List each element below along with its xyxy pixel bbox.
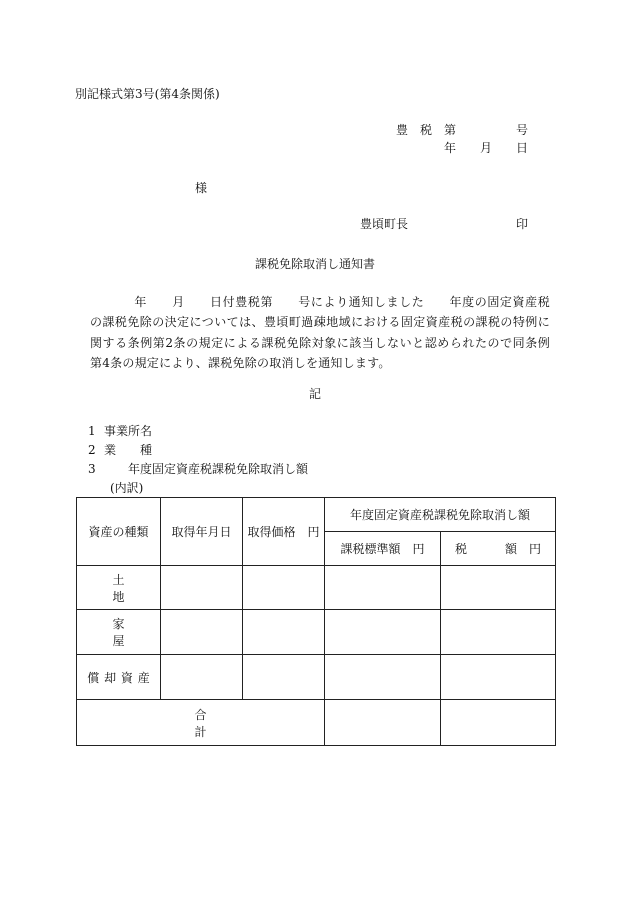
document-date: 年 月 日 (443, 141, 528, 155)
item-number: 1 (88, 424, 96, 438)
header-exemption-group: 年度固定資産税課税免除取消し額 (325, 498, 556, 532)
cell-total-tax-base (325, 700, 441, 746)
item-label: 事業所名 (104, 424, 153, 438)
cell-acquisition-price (243, 610, 325, 655)
cell-total-tax-amount (441, 700, 556, 746)
item-label: 年度固定資産税課税免除取消し額 (104, 462, 309, 476)
form-label: 別記様式第3号(第4条関係) (75, 87, 220, 101)
row-label-depreciable: 償却資産 (77, 655, 161, 700)
item-industry (88, 442, 152, 458)
header-tax-amount (441, 532, 556, 566)
issuer-row (360, 216, 528, 232)
cell-tax-base (325, 610, 441, 655)
total-label: 合計 (77, 700, 325, 746)
header-tax-amount-right: 額 円 (504, 542, 541, 556)
addressee-suffix: 様 (195, 181, 208, 195)
document-number: 豊 税 第 号 (395, 123, 528, 137)
breakdown-label: (内訳) (110, 481, 144, 495)
seal-mark: 印 (515, 217, 528, 231)
table-row (77, 566, 556, 610)
cell-tax-amount (441, 610, 556, 655)
row-label-building: 家屋 (77, 610, 161, 655)
cell-tax-base (325, 655, 441, 700)
item-exemption-amount (88, 461, 308, 477)
item-business-name (88, 423, 152, 439)
cell-tax-base (325, 566, 441, 610)
cell-acquisition-price (243, 566, 325, 610)
cell-acquisition-date (161, 655, 243, 700)
item-number: 3 (88, 462, 96, 476)
cell-acquisition-price (243, 655, 325, 700)
issuer-name: 豊頃町長 (360, 217, 409, 231)
header-acquisition-date: 取得年月日 (161, 498, 243, 566)
header-tax-base: 課税標準額 円 (325, 532, 441, 566)
item-label: 業 種 (104, 443, 153, 457)
fixed-asset-table (76, 497, 556, 746)
cell-tax-amount (441, 655, 556, 700)
cell-acquisition-date (161, 566, 243, 610)
table-row (77, 610, 556, 655)
cell-acquisition-date (161, 610, 243, 655)
header-tax-amount-left: 税 (455, 542, 468, 556)
row-label-land: 土地 (77, 566, 161, 610)
table-total-row (77, 700, 556, 746)
table-row (77, 655, 556, 700)
cell-tax-amount (441, 566, 556, 610)
ki-heading: 記 (308, 387, 321, 401)
header-asset-type: 資産の種類 (77, 498, 161, 566)
notice-body: 年 月 日付豊税第 号により通知しました 年度の固定資産税の課税免除の決定については、豊頃町過疎地域における固定資産税の課税の特例に関する条例第2条の規定による課税免除対象に該当しないと認められたので同条例第4条の規定により、課税免除の取消しを通知します。 (90, 295, 550, 370)
document-title: 課税免除取消し通知書 (254, 257, 375, 271)
item-number: 2 (88, 443, 96, 457)
header-acquisition-price: 取得価格 円 (243, 498, 325, 566)
